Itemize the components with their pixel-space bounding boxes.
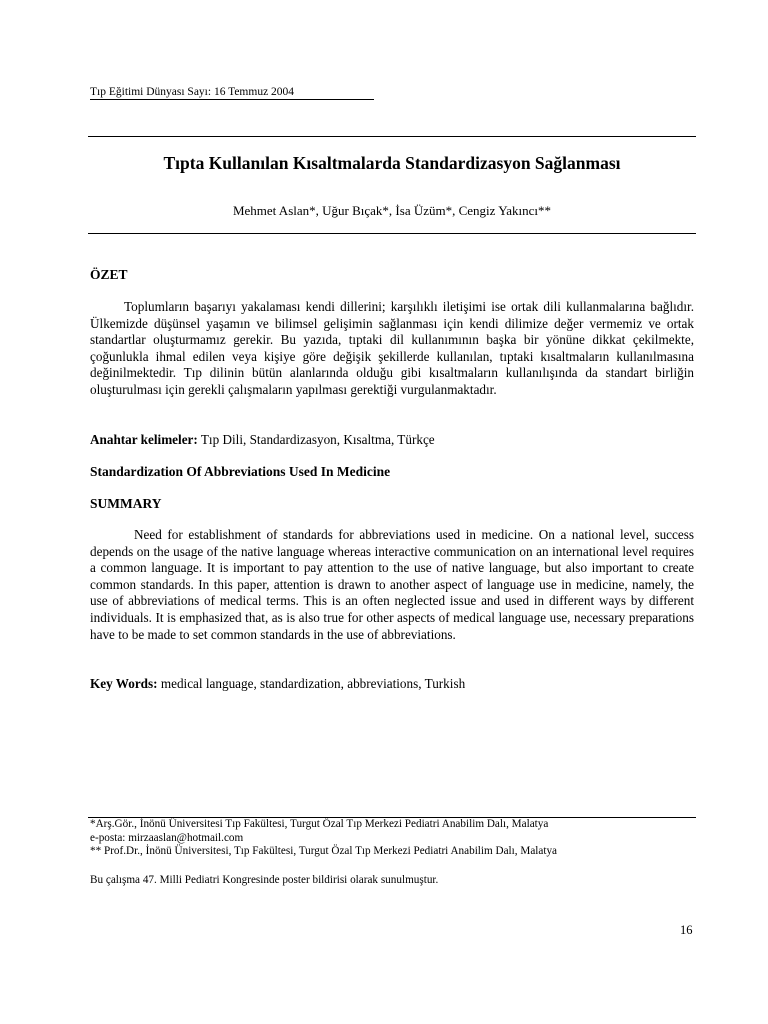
footnote-affiliation-1: *Arş.Gör., İnönü Üniversitesi Tıp Fakültesi, Turgut Özal Tıp Merkezi Pediatri Anabilim Dalı, Malatya — [90, 818, 549, 830]
top-rule — [88, 136, 696, 137]
title-bottom-rule — [88, 233, 696, 234]
summary-heading: SUMMARY — [90, 496, 162, 511]
english-title: Standardization Of Abbreviations Used In Medicine — [90, 464, 391, 479]
footnotes — [90, 818, 696, 859]
footnote-email: e-posta: mirzaaslan@hotmail.com — [90, 831, 244, 844]
presentation-note: Bu çalışma 47. Milli Pediatri Kongresinde poster bildirisi olarak sunulmuştur. — [90, 874, 439, 886]
page-number: 16 — [680, 923, 693, 937]
summary-abstract: Need for establishment of standards for abbreviations used in medicine. On a national level, success depends on the usage of the native language whereas interactive communication on an international level requires a common language. It is important to pay attention to the use of native language, but also important to create common standards. In this paper, attention is drawn to another aspect of language use in medicine, namely, the use of abbreviations of medical terms. This is an often neglected issue and used in different ways by different individuals. It is emphasized that, as is also true for other aspects of medical language use, necessary preparations have to be made to set common standards in the use of abbreviations. — [90, 527, 694, 642]
ozet-abstract: Toplumların başarıyı yakalaması kendi dillerini; karşılıklı iletişimi ise ortak dili kullanmalarına bağlıdır. Ülkemizde düşünsel yaşamın ve bilimsel gelişimin sağlanması için kendi dilimize değer vermemiz ve ortak standartlar oluşturmamız gerekir. Bu yazıda, tıptaki dil kullanımının başka bir yönüne dikkat çekilmekte, çoğunlukla ihmal edilen veya kişiye göre değişik şekillerde kullanılan, tıptaki kısaltmaların kullanılmasına değinilmektedir. Tıp dilinin bütün alanlarında olduğu gibi kısaltmaların kullanılışında da standart birliğin oluşturulması için gerekli çalışmaların yapılması gerektiği vurgulanmaktadır. — [90, 299, 694, 397]
anahtar-kelimeler-label: Anahtar kelimeler: — [90, 432, 198, 447]
ozet-heading: ÖZET — [90, 267, 128, 282]
anahtar-kelimeler — [90, 431, 694, 448]
journal-header: Tıp Eğitimi Dünyası Sayı: 16 Temmuz 2004 — [90, 85, 374, 100]
key-words-values: medical language, standardization, abbreviations, Turkish — [157, 676, 466, 691]
key-words-label: Key Words: — [90, 676, 158, 691]
key-words — [90, 675, 694, 692]
article-title: Tıpta Kullanılan Kısaltmalarda Standardizasyon Sağlanması — [163, 153, 621, 173]
footnote-affiliation-2: ** Prof.Dr., İnönü Üniversitesi, Tıp Fakültesi, Turgut Özal Tıp Merkezi Pediatri Anabilim Dalı, Malatya — [90, 845, 558, 857]
author-list: Mehmet Aslan*, Uğur Bıçak*, İsa Üzüm*, Cengiz Yakıncı** — [232, 203, 552, 218]
anahtar-kelimeler-values: Tıp Dili, Standardizasyon, Kısaltma, Türkçe — [197, 432, 435, 447]
